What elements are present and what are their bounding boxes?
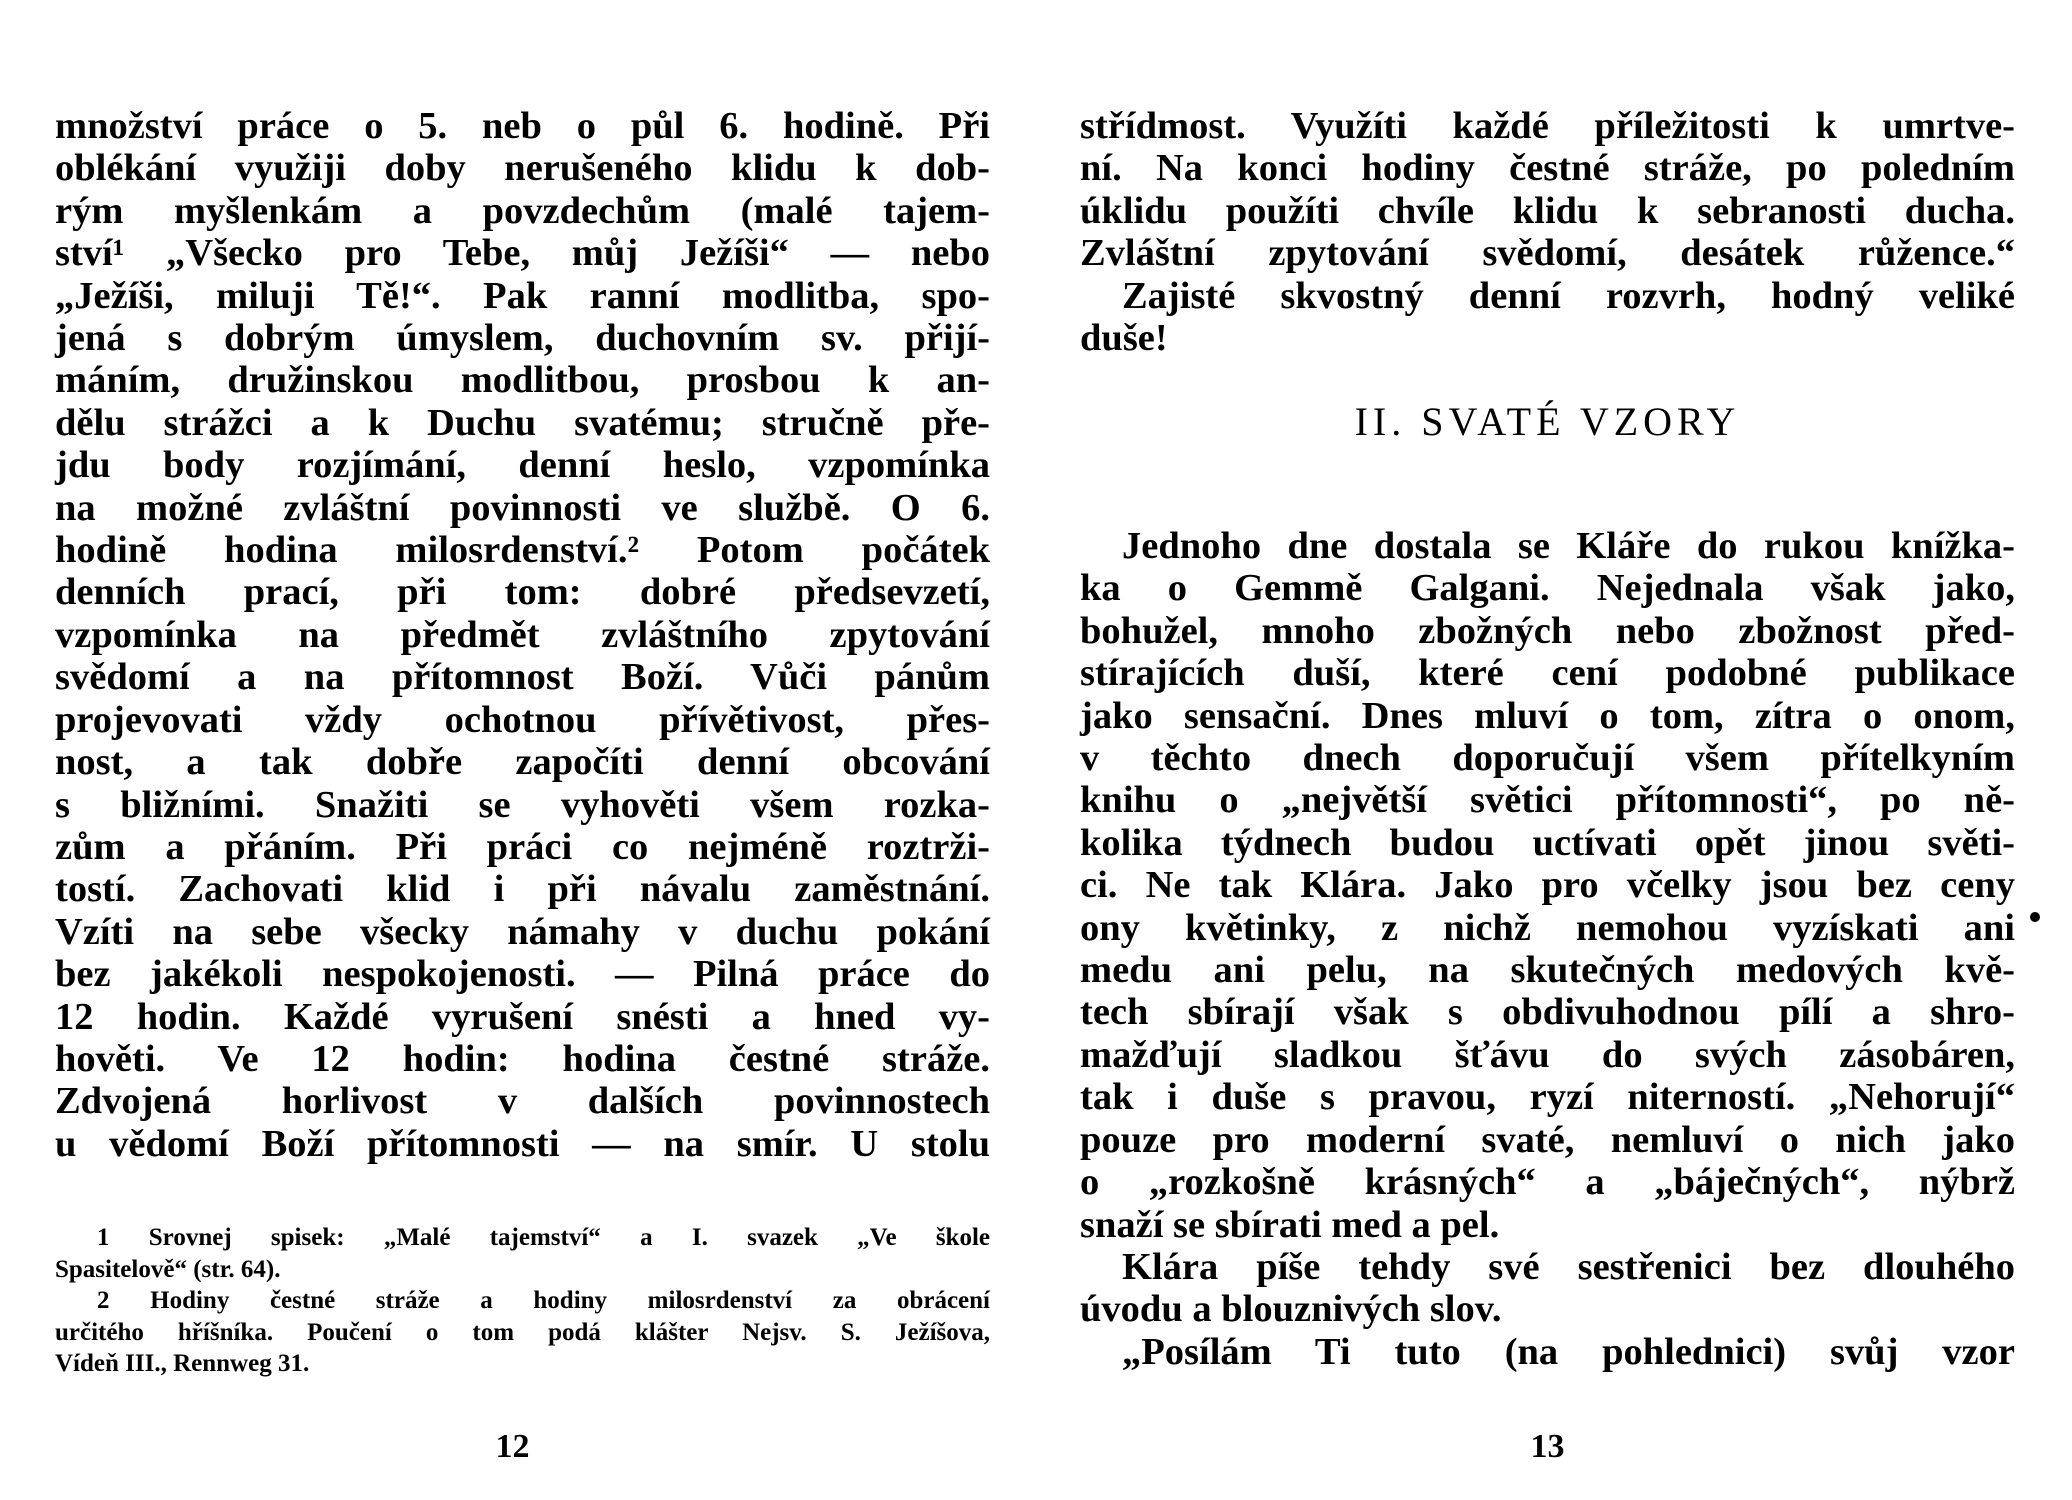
text-line: kolika týdnech budou uctívati opět jinou světi- bbox=[1080, 821, 2015, 864]
text-line: projevovati vždy ochotnou přívětivost, přes- bbox=[55, 698, 990, 741]
text-line: oblékání využiji doby nerušeného klidu k dob- bbox=[55, 147, 990, 190]
text-line: vzpomínka na předmět zvláštního zpytování bbox=[55, 613, 990, 656]
text-line: „Ježíši, miluji Tě!“. Pak ranní modlitba, spo- bbox=[55, 274, 990, 317]
text-line: hověti. Ve 12 hodin: hodina čestné stráže. bbox=[55, 1037, 990, 1080]
footnote-line: 2 Hodiny čestné stráže a hodiny milosrdenství za obrácení bbox=[97, 1287, 990, 1314]
text-line: střídmost. Využíti každé příležitosti k umrtve- bbox=[1080, 105, 2015, 147]
margin-dot bbox=[2030, 912, 2040, 922]
chapter-heading: II. SVATÉ VZORY bbox=[1354, 399, 1741, 444]
text-line: hodině hodina milosrdenství.² Potom počátek bbox=[55, 529, 990, 572]
text-line: svědomí a na přítomnost Boží. Vůči pánům bbox=[55, 656, 990, 699]
text-line: úklidu použíti chvíle klidu k sebranosti ducha. bbox=[1080, 189, 2015, 232]
left-page bbox=[55, 0, 990, 1500]
text-line: v těchto dnech doporučují všem přítelkyním bbox=[1080, 737, 2015, 780]
footnote-line: 1 Srovnej spisek: „Malé tajemství“ a I. svazek „Ve škole bbox=[97, 1224, 990, 1251]
text-line: máním, družinskou modlitbou, prosbou k an- bbox=[55, 359, 990, 402]
text-line: jdu body rozjímání, denní heslo, vzpomínka bbox=[55, 444, 990, 487]
text-line: u vědomí Boží přítomnosti — na smír. U stolu bbox=[55, 1122, 990, 1165]
text-line: Vzíti na sebe všecky námahy v duchu pokání bbox=[55, 910, 990, 953]
footnote-line: určitého hříšníka. Poučení o tom podá klášter Nejsv. S. Ježíšova, bbox=[55, 1318, 990, 1346]
text-line: množství práce o 5. neb o půl 6. hodině. Při bbox=[55, 105, 990, 147]
text-line: Zdvojená horlivost v dalších povinnostech bbox=[55, 1080, 990, 1123]
text-line: ství¹ „Všecko pro Tebe, můj Ježíši“ — nebo bbox=[55, 232, 990, 275]
left-page-body bbox=[55, 105, 990, 1165]
text-line: na možné zvláštní povinnosti ve službě. O 6. bbox=[55, 486, 990, 529]
text-line: tak i duše s pravou, ryzí niterností. „Nehorují“ bbox=[1080, 1076, 2015, 1119]
footnote-line: Vídeň III., Rennweg 31. bbox=[55, 1350, 310, 1377]
text-line: 12 hodin. Každé vyrušení snésti a hned vy- bbox=[55, 995, 990, 1038]
text-line: snaží se sbírati med a pel. bbox=[1080, 1203, 1500, 1246]
footnotes bbox=[55, 1222, 990, 1380]
footnote-line: Spasitelově“ (str. 64). bbox=[55, 1255, 281, 1283]
text-line: medu ani pelu, na skutečných medových kvě- bbox=[1080, 949, 2015, 992]
text-line: bohužel, mnoho zbožných nebo zbožnost před- bbox=[1080, 609, 2015, 652]
text-line: mažďují sladkou šťávu do svých zásobáren, bbox=[1080, 1033, 2015, 1076]
text-line: rým myšlenkám a povzdechům (malé tajem- bbox=[55, 189, 990, 232]
text-line: tostí. Zachovati klid i při návalu zaměstnání. bbox=[55, 868, 990, 911]
text-line: bez jakékoli nespokojenosti. — Pilná práce do bbox=[55, 953, 990, 996]
text-line: pouze pro moderní svaté, nemluví o nich jako bbox=[1080, 1118, 2015, 1161]
text-line: ci. Ne tak Klára. Jako pro včelky jsou bez ceny bbox=[1080, 864, 2015, 907]
text-line: tech sbírají však s obdivuhodnou pílí a shro- bbox=[1080, 991, 2015, 1034]
text-line: Zvláštní zpytování svědomí, desátek růžence.“ bbox=[1080, 232, 2015, 275]
text-line: s bližními. Snažiti se vyhověti všem rozka- bbox=[55, 783, 990, 826]
text-line: stírajících duší, které cení podobné publikace bbox=[1080, 652, 2015, 695]
text-line: duše! bbox=[1080, 317, 1168, 360]
right-page bbox=[1080, 0, 2015, 1500]
text-line: denních prací, při tom: dobré předsevzetí, bbox=[55, 571, 990, 614]
right-page-top-text bbox=[1080, 105, 2015, 359]
text-line: Klára píše tehdy své sestřenici bez dlouhého bbox=[1122, 1245, 2015, 1288]
text-line: zům a přáním. Při práci co nejméně roztrži- bbox=[55, 825, 990, 868]
text-line: ní. Na konci hodiny čestné stráže, po poledním bbox=[1080, 147, 2015, 190]
text-line: o „rozkošně krásných“ a „báječných“, nýbrž bbox=[1080, 1161, 2015, 1204]
text-line: jená s dobrým úmyslem, duchovním sv. přijí- bbox=[55, 317, 990, 360]
text-line: dělu strážci a k Duchu svatému; stručně pře- bbox=[55, 401, 990, 444]
page-number: 13 bbox=[1530, 1428, 1565, 1465]
text-line: jako sensační. Dnes mluví o tom, zítra o onom, bbox=[1080, 694, 2015, 737]
text-line: ony květinky, z nichž nemohou vyzískati ani bbox=[1080, 906, 2015, 949]
text-line: „Posílám Ti tuto (na pohlednici) svůj vzor bbox=[1122, 1330, 2015, 1373]
text-line: knihu o „největší světici přítomnosti“, po ně- bbox=[1080, 779, 2015, 822]
text-line: Zajisté skvostný denní rozvrh, hodný veliké bbox=[1122, 274, 2015, 317]
text-line: úvodu a blouznivých slov. bbox=[1080, 1288, 1502, 1331]
right-page-body bbox=[1080, 525, 2015, 1373]
page-number: 12 bbox=[495, 1428, 530, 1465]
text-line: ka o Gemmě Galgani. Nejednala však jako, bbox=[1080, 567, 2015, 610]
text-line: Jednoho dne dostala se Kláře do rukou knížka- bbox=[1122, 525, 2015, 567]
text-line: nost, a tak dobře započíti denní obcování bbox=[55, 741, 990, 784]
